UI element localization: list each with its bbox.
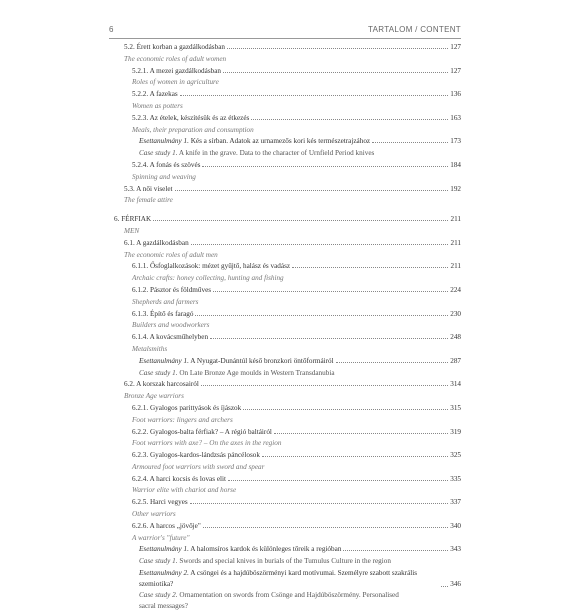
toc-entry-label: A halomsíros kardok és különleges tőreik a regióban: [188, 545, 342, 554]
case-study-prefix: Esettanulmány 1.: [139, 356, 189, 365]
toc-translation: [109, 54, 461, 66]
toc-entry-label: 6.1. A gazdálkodásban: [124, 238, 189, 247]
toc-entry-title: [132, 497, 188, 509]
dot-leader: [201, 384, 448, 386]
toc-entry: [109, 261, 461, 273]
toc-entry-title: [139, 356, 334, 368]
case-study-prefix: Esettanulmány 1.: [139, 545, 189, 554]
toc-page-number: 340: [450, 521, 461, 530]
dot-leader: [180, 94, 449, 96]
toc-entry-title: [132, 521, 201, 533]
toc-page-number: 343: [450, 545, 461, 554]
toc-entry-label: 6.1.1. Ősfoglalkozások: mézet gyűjtő, halász és vadász: [132, 262, 291, 271]
toc-translation: [109, 125, 461, 137]
toc-page-number: 163: [450, 113, 461, 122]
toc-entry: [109, 66, 461, 78]
toc-entry: [109, 497, 461, 509]
toc-page-number: 287: [450, 356, 461, 365]
toc-translation: [109, 172, 461, 184]
toc-page-number: 211: [450, 215, 461, 224]
toc-entry-label: 6.2.5. Harci vegyes: [132, 498, 188, 507]
toc-translation-label: The economic roles of adult men: [124, 250, 218, 259]
dot-leader: [223, 71, 448, 73]
toc-page-number: 315: [450, 403, 461, 412]
toc-entry-label: 5.2.1. A mezei gazdálkodásban: [132, 66, 222, 75]
toc-entry: [109, 89, 461, 101]
toc-translation: [109, 344, 461, 356]
toc-translation-label: MEN: [124, 226, 140, 235]
toc-page-number: 319: [450, 427, 461, 436]
case-study-prefix: Esettanulmány 2.: [139, 569, 189, 578]
toc-page-number: 211: [450, 238, 461, 247]
dot-leader: [336, 361, 449, 363]
toc-page-number: 173: [450, 137, 461, 146]
toc-page-number: 211: [450, 262, 461, 271]
toc-entry-title: [132, 89, 178, 101]
toc-translation: [109, 509, 461, 521]
toc-translation-label: Archaic crafts: honey collecting, hunting and fishing: [132, 274, 284, 283]
toc-entry-label: 5.2.3. Az ételek, készítésük és az étkezés: [132, 113, 250, 122]
toc-entry-title: [132, 66, 221, 78]
toc-entry-label: 6.2.6. A harcos „jövője": [132, 521, 201, 530]
toc-page-number: 184: [450, 160, 461, 169]
dot-leader: [441, 585, 448, 587]
toc-entry: [109, 450, 461, 462]
toc-page-number: 230: [450, 309, 461, 318]
dot-leader: [202, 165, 448, 167]
toc-entry-title: [139, 136, 370, 148]
toc-entry-title: [124, 379, 199, 391]
dot-leader: [175, 189, 449, 191]
dot-leader: [203, 526, 448, 528]
toc-translation-label: Ornamentation on swords from Csönge and Hajdúböszörmény. Personalised sacral messages?: [139, 591, 399, 611]
toc-entry: [109, 379, 461, 391]
dot-leader: [262, 455, 448, 457]
toc-entry-label: A csöngei és a hajdúböszörményi kard motívumai. Személyre szabott szakrális szemiotika?: [139, 569, 418, 589]
page-number: 6: [109, 25, 114, 34]
toc-case-study: [109, 356, 461, 368]
toc-page-number: 335: [450, 474, 461, 483]
toc-entry-title: [132, 309, 193, 321]
toc-translation-label: Meals, their preparation and consumption: [132, 125, 254, 134]
toc-translation-label: On Late Bronze Age moulds in Western Transdanubia: [177, 368, 335, 377]
toc-entry-label: Kés a sírban. Adatok az urnamezős kori kés természetrajzához: [188, 137, 371, 146]
toc-translation: [109, 195, 461, 207]
toc-entry-title: [132, 403, 241, 415]
dot-leader: [228, 479, 448, 481]
toc-translation: [109, 320, 461, 332]
toc-translation: [109, 297, 461, 309]
toc-page-number: 127: [450, 43, 461, 51]
toc-entry-title: [132, 285, 211, 297]
toc-page-number: 127: [450, 66, 461, 75]
toc-translation-label: Other warriors: [132, 510, 176, 519]
toc-translation: [109, 368, 461, 380]
toc-entry-label: 6.2.2. Gyalogos-balta férfiak? – A régió baltáiról: [132, 427, 272, 436]
toc-entry-title: [132, 160, 200, 172]
dot-leader: [153, 219, 448, 221]
toc-entry-label: 6.1.4. A kovácsműhelyben: [132, 333, 209, 342]
case-study-prefix: Esettanulmány 1.: [139, 137, 189, 146]
case-study-prefix: Case study 1.: [139, 557, 178, 566]
toc-translation-label: The female attire: [124, 196, 173, 205]
toc-entry-title: [139, 568, 439, 590]
dot-leader: [213, 290, 448, 292]
toc-entry: [109, 285, 461, 297]
toc-page-number: 136: [450, 90, 461, 99]
table-of-contents: [109, 42, 461, 612]
toc-translation-label: The economic roles of adult women: [124, 54, 227, 63]
dot-leader: [190, 502, 449, 504]
toc-entry-title: [124, 184, 173, 196]
toc-translation: [109, 77, 461, 89]
page-header: [109, 22, 461, 39]
toc-entry-title: [114, 214, 151, 226]
running-title: TARTALOM / CONTENT: [368, 25, 461, 34]
toc-page-number: 248: [450, 333, 461, 342]
toc-entry: [109, 403, 461, 415]
toc-translation: [109, 391, 461, 403]
toc-entry: [109, 42, 461, 54]
toc-translation-label: A warrior's "future": [132, 533, 190, 542]
toc-translation-label: Builders and woodworkers: [132, 321, 210, 330]
toc-entry-label: 6.2.3. Gyalogos-kardos-lándzsás páncélosok: [132, 451, 260, 460]
toc-entry-title: [132, 474, 226, 486]
toc-translation-label: Metalsmiths: [132, 344, 168, 353]
toc-entry-label: 5.3. A női viselet: [124, 184, 173, 193]
dot-leader: [343, 549, 448, 551]
toc-entry-title: [132, 427, 272, 439]
toc-entry-title: [132, 450, 260, 462]
case-study-prefix: Case study 1.: [139, 149, 178, 158]
dot-leader: [195, 314, 448, 316]
dot-leader: [227, 47, 448, 49]
section-gap: [109, 207, 461, 214]
toc-entry: [109, 309, 461, 321]
case-study-prefix: Case study 2.: [139, 591, 178, 600]
toc-translation: [109, 415, 461, 427]
toc-translation-label: Armoured foot warriors with sword and spear: [132, 462, 265, 471]
toc-entry: [109, 214, 461, 226]
toc-case-study: [109, 544, 461, 556]
toc-translation: [109, 485, 461, 497]
toc-entry-label: 5.2. Érett korban a gazdálkodásban: [124, 43, 225, 51]
toc-translation-label: Foot warriors with axe? – On the axes in the region: [132, 439, 282, 448]
toc-entry-label: 6.2.1. Gyalogos parittyások és íjászok: [132, 403, 242, 412]
toc-translation: [109, 438, 461, 450]
toc-entry: [109, 521, 461, 533]
toc-entry-label: 6.2. A korszak harcosairól: [124, 380, 199, 389]
toc-translation-label: Swords and special knives in burials of the Tumulus Culture in the region: [177, 557, 391, 566]
case-study-prefix: Case study 1.: [139, 368, 178, 377]
toc-case-study: [109, 136, 461, 148]
toc-entry-title: [124, 238, 189, 250]
toc-entry-title: [132, 261, 290, 273]
toc-entry-label: 6.1.3. Építő és faragó: [132, 309, 194, 318]
toc-entry-title: [139, 544, 341, 556]
toc-entry: [109, 427, 461, 439]
toc-case-study: [109, 568, 461, 590]
toc-entry-title: [132, 113, 249, 125]
toc-translation: [109, 556, 461, 568]
toc-entry-label: 6. FÉRFIAK: [114, 215, 152, 224]
dot-leader: [210, 337, 448, 339]
dot-leader: [251, 118, 448, 120]
toc-translation-label: Shepherds and farmers: [132, 297, 199, 306]
toc-entry-title: [124, 42, 225, 54]
toc-translation-label: A knife in the grave. Data to the character of Urnfield Period knives: [177, 149, 375, 158]
toc-translation: [109, 533, 461, 545]
toc-entry-label: 5.2.4. A fonás és szövés: [132, 160, 201, 169]
toc-entry-label: 6.2.4. A harci kocsis és lovas elit: [132, 474, 227, 483]
dot-leader: [243, 408, 448, 410]
toc-entry: [109, 238, 461, 250]
dot-leader: [292, 266, 448, 268]
toc-translation-label: Roles of women in agriculture: [132, 78, 219, 87]
toc-entry-label: A Nyugat-Dunántúl késő bronzkori öntőformáiról: [188, 356, 334, 365]
toc-page-number: 192: [450, 184, 461, 193]
toc-translation: [109, 462, 461, 474]
toc-page-number: 346: [450, 580, 461, 589]
toc-page-number: 337: [450, 498, 461, 507]
toc-entry: [109, 113, 461, 125]
toc-translation: [109, 148, 461, 160]
toc-translation-label: Warrior elite with chariot and horse: [132, 486, 237, 495]
dot-leader: [372, 141, 448, 143]
toc-entry-label: 6.1.2. Pásztor és földműves: [132, 285, 212, 294]
toc-translation: [109, 250, 461, 262]
toc-entry: [109, 184, 461, 196]
toc-translation: [109, 590, 461, 612]
toc-translation-label: Spinning and weaving: [132, 172, 196, 181]
toc-page-number: 314: [450, 380, 461, 389]
toc-translation: [109, 226, 461, 238]
toc-translation-label: Bronze Age warriors: [124, 392, 184, 401]
dot-leader: [191, 243, 449, 245]
toc-entry: [109, 474, 461, 486]
dot-leader: [274, 432, 448, 434]
toc-entry: [109, 332, 461, 344]
toc-entry-label: 5.2.2. A fazekas: [132, 90, 178, 99]
toc-translation-label: Women as potters: [132, 101, 183, 110]
toc-translation: [109, 273, 461, 285]
toc-entry: [109, 160, 461, 172]
toc-translation: [109, 101, 461, 113]
toc-translation-label: Foot warriors: lingers and archers: [132, 415, 233, 424]
toc-page-number: 325: [450, 451, 461, 460]
toc-page-number: 224: [450, 285, 461, 294]
toc-entry-title: [132, 332, 208, 344]
